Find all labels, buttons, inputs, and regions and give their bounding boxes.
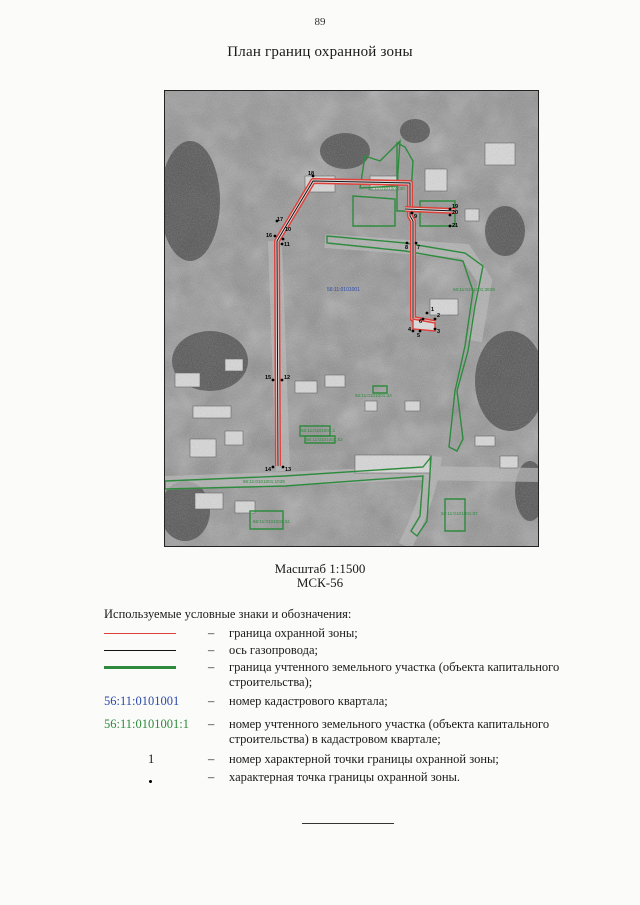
legend-dash: – <box>208 770 215 784</box>
parcel-label: 56:11:0101001:30 <box>368 186 405 191</box>
legend-text: номер характерной точки границы охранной зоны; <box>229 752 499 766</box>
point-label-15: 15 <box>265 375 272 381</box>
parcel-label: 56:11:0101001:3829 <box>453 287 495 292</box>
point-label-21: 21 <box>452 223 459 229</box>
legend-text: характерная точка границы охранной зоны. <box>229 770 461 784</box>
legend-dash: – <box>208 694 215 708</box>
red-line-symbol <box>104 626 180 641</box>
legend-text: номер учтенного земельного участка (объекта капитального строительства) в кадастровом квартале; <box>229 717 550 746</box>
black-line-symbol <box>104 643 180 658</box>
point-label-14: 14 <box>265 467 272 473</box>
point-number-sample: 1 <box>148 752 155 766</box>
point-label-11: 11 <box>284 242 290 248</box>
point-label-17: 17 <box>277 217 284 223</box>
footer-rule <box>302 823 394 824</box>
point-label-5: 5 <box>417 333 421 339</box>
legend-dash: – <box>208 660 215 674</box>
parcel-label: 56:11:0101001:1028 <box>243 479 285 484</box>
legend-text: граница учтенного земельного участка (объекта капитального строительства); <box>229 660 560 689</box>
map-scale: Масштаб 1:1500 <box>274 561 366 576</box>
map-image <box>164 90 539 547</box>
legend-heading: Используемые условные знаки и обозначения: <box>104 607 352 621</box>
block-number-label: 56:11:0101001 <box>327 287 360 293</box>
point-label-12: 12 <box>284 375 291 381</box>
parcel-number-sample: 56:11:0101001:1 <box>104 717 189 731</box>
legend-dash: – <box>208 752 215 766</box>
point-label-7: 7 <box>417 245 421 251</box>
page-title: План границ охранной зоны <box>227 44 413 60</box>
parcel-label: 56:11:0101001:34 <box>253 519 290 524</box>
point-label-9: 9 <box>414 214 418 220</box>
photo-grain <box>165 91 538 546</box>
point-label-10: 10 <box>285 227 292 233</box>
point-label-19: 19 <box>452 204 459 210</box>
legend-text: граница охранной зоны; <box>229 626 358 640</box>
point-label-2: 2 <box>437 313 441 319</box>
legend-dash: – <box>208 643 215 657</box>
parcel-label: 56:11:0101001:33 <box>355 393 392 398</box>
legend-text: номер кадастрового квартала; <box>229 694 388 708</box>
point-label-1: 1 <box>431 307 435 313</box>
parcel-label: 56:11:0101001:1 <box>301 428 336 433</box>
point-label-3: 3 <box>437 329 441 335</box>
legend-text: ось газопровода; <box>229 643 319 657</box>
point-label-6: 6 <box>419 319 423 325</box>
parcel-label: 56:11:0101001:37 <box>441 511 478 516</box>
point-label-18: 18 <box>308 171 315 177</box>
point-label-4: 4 <box>408 327 412 333</box>
legend-dash: – <box>208 626 215 640</box>
aerial-map <box>165 91 538 546</box>
point-label-13: 13 <box>285 467 292 473</box>
point-label-8: 8 <box>405 245 409 251</box>
coordinate-system: МСК-56 <box>296 575 344 590</box>
block-number-sample: 56:11:0101001 <box>104 694 180 708</box>
point-label-16: 16 <box>266 233 273 239</box>
legend-dash: – <box>208 717 215 731</box>
map-caption <box>0 562 640 590</box>
page-number: 89 <box>314 16 326 28</box>
point-label-20: 20 <box>452 210 459 216</box>
parcel-label: 56:11:0101001:52 <box>306 437 343 442</box>
dot-symbol <box>149 780 152 783</box>
green-line-symbol <box>104 660 180 675</box>
